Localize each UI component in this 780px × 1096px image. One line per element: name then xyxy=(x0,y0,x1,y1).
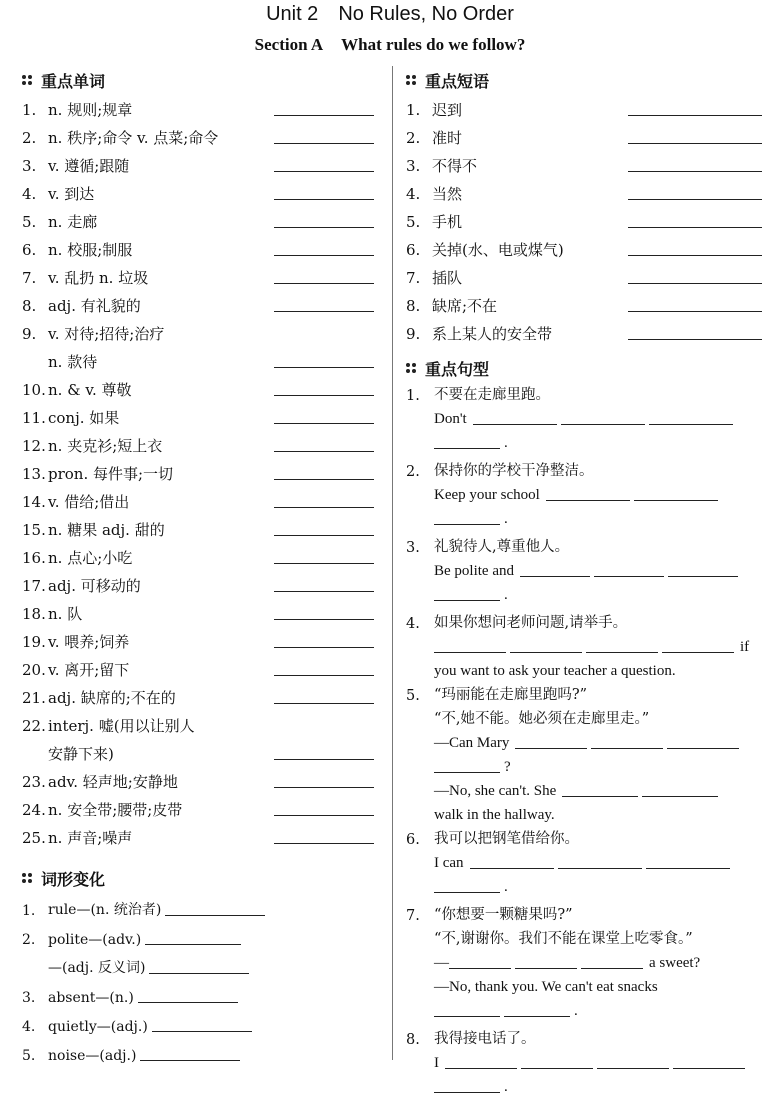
item-number: 3. xyxy=(22,990,36,1006)
answer-blank[interactable] xyxy=(274,405,374,424)
item-text: n. & v. 尊敬 xyxy=(48,381,132,399)
item-number: 16. xyxy=(22,549,46,567)
item-text: 安静下来) xyxy=(48,745,114,763)
item-number: 6. xyxy=(406,241,421,259)
item-text: v. 到达 xyxy=(48,185,95,203)
list-item xyxy=(22,764,374,792)
list-item xyxy=(22,92,374,120)
item-text: 不得不 xyxy=(432,157,478,175)
answer-blank[interactable] xyxy=(668,560,738,577)
item-text: n. 走廊 xyxy=(48,213,98,231)
answer-blank[interactable] xyxy=(662,636,734,653)
item-text: 插队 xyxy=(432,269,463,287)
sentence-7-cn: 7. “你想要一颗糖果吗?” xyxy=(406,907,573,924)
list-item xyxy=(22,1006,374,1035)
item-text: 缺席;不在 xyxy=(432,297,498,315)
answer-blank[interactable] xyxy=(274,573,374,592)
list-item xyxy=(22,288,374,316)
item-text: n. 秩序;命令 v. 点菜;命令 xyxy=(48,129,219,147)
item-text: adj. 有礼貌的 xyxy=(48,297,141,315)
item-text: noise—(adj.) xyxy=(48,1048,137,1064)
answer-blank[interactable] xyxy=(274,601,374,620)
sentence-4-cn: 4. 如果你想问老师问题,请举手。 xyxy=(406,615,628,632)
section-dots-icon xyxy=(406,75,417,86)
vocab-list xyxy=(22,92,374,848)
answer-blank[interactable] xyxy=(274,657,374,676)
item-number: 9. xyxy=(406,325,421,343)
answer-blank[interactable] xyxy=(434,508,500,525)
answer-blank[interactable] xyxy=(274,517,374,536)
answer-blank[interactable] xyxy=(594,560,664,577)
item-number: 4. xyxy=(406,185,421,203)
item-text: v. 离开;留下 xyxy=(48,661,130,679)
item-number: 18. xyxy=(22,605,46,623)
answer-blank[interactable] xyxy=(434,876,500,893)
list-item xyxy=(22,680,374,708)
list-item xyxy=(406,316,762,344)
list-item xyxy=(22,428,374,456)
item-number: 1. xyxy=(22,903,36,919)
answer-blank[interactable] xyxy=(274,265,374,284)
sentence-3-cn: 3. 礼貌待人,尊重他人。 xyxy=(406,539,570,556)
answer-blank[interactable] xyxy=(597,1052,669,1069)
sentence-2-en-cont: . xyxy=(406,504,762,528)
item-text: adj. 缺席的;不在的 xyxy=(48,689,176,707)
item-text: 系上某人的安全带 xyxy=(432,325,553,343)
answer-blank[interactable] xyxy=(634,484,718,501)
list-item xyxy=(22,708,374,736)
answer-blank[interactable] xyxy=(520,560,590,577)
answer-blank[interactable] xyxy=(628,125,762,144)
answer-blank[interactable] xyxy=(274,797,374,816)
right-column xyxy=(406,68,762,1096)
list-item xyxy=(22,316,374,344)
item-number: 4. xyxy=(22,1019,36,1035)
item-text: polite—(adv.) xyxy=(48,932,142,948)
item-number: 2. xyxy=(406,129,421,147)
list-item xyxy=(22,176,374,204)
unit-label: Unit 2 xyxy=(266,3,319,25)
item-number: 24. xyxy=(22,801,46,819)
item-number: 17. xyxy=(22,577,46,595)
item-text: v. 遵循;跟随 xyxy=(48,157,130,175)
answer-blank[interactable] xyxy=(274,433,374,452)
sentence-5-en2: —No, she can't. She xyxy=(406,776,762,800)
list-item xyxy=(406,288,762,316)
answer-blank[interactable] xyxy=(515,732,587,749)
answer-blank[interactable] xyxy=(561,408,645,425)
answer-blank[interactable] xyxy=(274,237,374,256)
item-text: pron. 每件事;一切 xyxy=(48,465,174,483)
answer-blank[interactable] xyxy=(274,741,374,760)
answer-blank[interactable] xyxy=(470,852,554,869)
item-number: 7. xyxy=(406,269,421,287)
list-item xyxy=(22,652,374,680)
item-number: 7. xyxy=(22,269,37,287)
item-text: n. 款待 xyxy=(48,353,98,371)
item-text: n. 安全带;腰带;皮带 xyxy=(48,801,183,819)
phrases-heading-text: 重点短语 xyxy=(425,71,490,91)
sentence-7-en2-cont: . xyxy=(406,996,762,1020)
item-number: 25. xyxy=(22,829,46,847)
sentence-4-en: if xyxy=(406,632,762,656)
answer-blank[interactable] xyxy=(628,153,762,172)
list-item xyxy=(22,736,374,764)
answer-blank[interactable] xyxy=(649,408,733,425)
answer-blank[interactable] xyxy=(628,321,762,340)
list-item xyxy=(406,120,762,148)
answer-blank[interactable] xyxy=(558,852,642,869)
answer-blank[interactable] xyxy=(473,408,557,425)
item-number: 5. xyxy=(406,213,421,231)
list-item xyxy=(22,372,374,400)
answer-blank[interactable] xyxy=(165,899,265,916)
item-number: 11. xyxy=(22,409,46,427)
item-number: 22. xyxy=(22,717,46,735)
sentence-5-en1-cont: ? xyxy=(406,752,762,776)
answer-blank[interactable] xyxy=(628,293,762,312)
list-item xyxy=(406,148,762,176)
answer-blank[interactable] xyxy=(274,293,374,312)
answer-blank[interactable] xyxy=(586,636,658,653)
answer-blank[interactable] xyxy=(274,825,374,844)
page-title xyxy=(0,2,780,26)
left-column xyxy=(22,68,374,1064)
sentence-5-cn: 5. “玛丽能在走廊里跑吗?” xyxy=(406,687,588,704)
sentence-7-en1: — a sweet? xyxy=(406,948,762,972)
sentence-6-en: I can xyxy=(406,848,762,872)
item-text: adj. 可移动的 xyxy=(48,577,141,595)
answer-blank[interactable] xyxy=(642,780,718,797)
item-text: conj. 如果 xyxy=(48,409,120,427)
list-item xyxy=(22,540,374,568)
section-dots-icon xyxy=(22,873,33,884)
item-text: n. 规则;规章 xyxy=(48,101,133,119)
item-number: 23. xyxy=(22,773,46,791)
item-text: n. 校服;制服 xyxy=(48,241,133,259)
item-text: 关掉(水、电或煤气) xyxy=(432,241,564,259)
list-item xyxy=(22,568,374,596)
item-number: 6. xyxy=(22,241,37,259)
item-text: v. 乱扔 n. 垃圾 xyxy=(48,269,149,287)
sentence-5-en3: walk in the hallway. xyxy=(434,807,555,823)
list-item xyxy=(406,204,762,232)
answer-blank[interactable] xyxy=(145,928,241,945)
list-item xyxy=(22,890,374,919)
list-item xyxy=(22,232,374,260)
item-number: 2. xyxy=(22,129,37,147)
phrases-heading xyxy=(406,68,762,92)
item-text: rule—(n. 统治者) xyxy=(48,902,162,918)
answer-blank[interactable] xyxy=(591,732,663,749)
answer-blank[interactable] xyxy=(434,756,500,773)
list-item xyxy=(22,456,374,484)
sentence-8-en: I xyxy=(406,1048,762,1072)
sentences-heading-text: 重点句型 xyxy=(425,359,490,379)
sentence-2-cn: 2. 保持你的学校干净整洁。 xyxy=(406,463,594,480)
item-number: 9. xyxy=(22,325,37,343)
list-item xyxy=(22,596,374,624)
sentence-6-en-cont: . xyxy=(406,872,762,896)
answer-blank[interactable] xyxy=(274,97,374,116)
item-text: v. 对待;招待;治疗 xyxy=(48,325,165,343)
sentence-6-cn: 6. 我可以把钢笔借给你。 xyxy=(406,831,579,848)
item-text: interj. 嘘(用以让别人 xyxy=(48,717,195,735)
section-title xyxy=(0,34,780,56)
section-dots-icon xyxy=(22,75,33,86)
item-text: absent—(n.) xyxy=(48,990,134,1006)
answer-blank[interactable] xyxy=(274,629,374,648)
answer-blank[interactable] xyxy=(274,377,374,396)
item-number: 5. xyxy=(22,213,37,231)
answer-blank[interactable] xyxy=(274,153,374,172)
item-text: n. 点心;小吃 xyxy=(48,549,133,567)
list-item xyxy=(22,948,374,977)
answer-blank[interactable] xyxy=(667,732,739,749)
item-text: n. 声音;噪声 xyxy=(48,829,133,847)
sentence-1-en-cont: . xyxy=(406,428,762,452)
item-text: adv. 轻声地;安静地 xyxy=(48,773,178,791)
answer-blank[interactable] xyxy=(646,852,730,869)
answer-blank[interactable] xyxy=(504,1000,570,1017)
answer-blank[interactable] xyxy=(581,952,643,969)
sentence-3-en: Be polite and xyxy=(406,556,762,580)
list-item xyxy=(22,820,374,848)
vocab-heading xyxy=(22,68,374,92)
answer-blank[interactable] xyxy=(515,952,577,969)
sentence-8-cn: 8. 我得接电话了。 xyxy=(406,1031,536,1048)
answer-blank[interactable] xyxy=(521,1052,593,1069)
list-item xyxy=(406,232,762,260)
item-number: 1. xyxy=(22,101,37,119)
answer-blank[interactable] xyxy=(628,265,762,284)
answer-blank[interactable] xyxy=(274,125,374,144)
sentences-heading xyxy=(406,356,762,380)
answer-blank[interactable] xyxy=(274,349,374,368)
item-number: 10. xyxy=(22,381,46,399)
item-text: quietly—(adj.) xyxy=(48,1019,148,1035)
sentence-4-en-cont: you want to ask your teacher a question. xyxy=(434,663,676,679)
list-item xyxy=(22,624,374,652)
item-number: 15. xyxy=(22,521,46,539)
sentence-5-cn2: “不,她不能。她必须在走廊里走。” xyxy=(434,711,650,727)
item-number: 21. xyxy=(22,689,46,707)
sentence-8-en-cont: . xyxy=(406,1072,762,1096)
section-question: What rules do we follow? xyxy=(341,35,526,54)
list-item xyxy=(22,1035,374,1064)
answer-blank[interactable] xyxy=(149,957,249,974)
item-number: 3. xyxy=(406,157,421,175)
answer-blank[interactable] xyxy=(434,1076,500,1093)
answer-blank[interactable] xyxy=(434,432,500,449)
answer-blank[interactable] xyxy=(434,636,506,653)
answer-blank[interactable] xyxy=(449,952,511,969)
answer-blank[interactable] xyxy=(445,1052,517,1069)
list-item xyxy=(22,400,374,428)
answer-blank[interactable] xyxy=(274,545,374,564)
list-item xyxy=(22,484,374,512)
answer-blank[interactable] xyxy=(434,584,500,601)
answer-blank[interactable] xyxy=(510,636,582,653)
answer-blank[interactable] xyxy=(562,780,638,797)
list-item xyxy=(406,176,762,204)
item-text: 准时 xyxy=(432,129,463,147)
item-text: 当然 xyxy=(432,185,463,203)
unit-title: No Rules, No Order xyxy=(338,3,514,25)
item-text: n. 糖果 adj. 甜的 xyxy=(48,521,165,539)
sentence-2-en: Keep your school xyxy=(406,480,762,504)
phrases-list xyxy=(406,92,762,344)
list-item xyxy=(22,344,374,372)
item-text: 手机 xyxy=(432,213,463,231)
sentence-1-cn: 1. 不要在走廊里跑。 xyxy=(406,387,550,404)
item-number: 12. xyxy=(22,437,46,455)
answer-blank[interactable] xyxy=(140,1044,240,1061)
answer-blank[interactable] xyxy=(274,209,374,228)
answer-blank[interactable] xyxy=(546,484,630,501)
item-number: 1. xyxy=(406,101,421,119)
item-number: 3. xyxy=(22,157,37,175)
item-number: 2. xyxy=(22,932,36,948)
sentence-1-en: Don't xyxy=(406,404,762,428)
item-number: 4. xyxy=(22,185,37,203)
answer-blank[interactable] xyxy=(138,986,238,1003)
list-item xyxy=(406,92,762,120)
section-dots-icon xyxy=(406,363,417,374)
item-text: v. 喂养;饲养 xyxy=(48,633,130,651)
item-number: 8. xyxy=(22,297,37,315)
sentence-7-cn2: “不,谢谢你。我们不能在课堂上吃零食。” xyxy=(434,931,693,947)
answer-blank[interactable] xyxy=(274,685,374,704)
sentence-3-en-cont: . xyxy=(406,580,762,604)
vocab-heading-text: 重点单词 xyxy=(41,71,106,91)
sentence-7-en2: —No, thank you. We can't eat snacks xyxy=(434,979,658,995)
item-number: 8. xyxy=(406,297,421,315)
column-divider xyxy=(392,66,393,1060)
item-number: 5. xyxy=(22,1048,36,1064)
answer-blank[interactable] xyxy=(628,181,762,200)
item-number: 14. xyxy=(22,493,46,511)
answer-blank[interactable] xyxy=(274,489,374,508)
sentences-list xyxy=(406,380,762,1096)
item-text: n. 队 xyxy=(48,605,83,623)
answer-blank[interactable] xyxy=(274,181,374,200)
list-item xyxy=(406,260,762,288)
answer-blank[interactable] xyxy=(628,237,762,256)
item-text: v. 借给;借出 xyxy=(48,493,130,511)
list-item xyxy=(22,792,374,820)
answer-blank[interactable] xyxy=(274,461,374,480)
answer-blank[interactable] xyxy=(274,769,374,788)
item-number: 19. xyxy=(22,633,46,651)
item-number: 20. xyxy=(22,661,46,679)
list-item xyxy=(22,977,374,1006)
item-number: 13. xyxy=(22,465,46,483)
list-item xyxy=(22,512,374,540)
item-text: n. 夹克衫;短上衣 xyxy=(48,437,163,455)
section-label: Section A xyxy=(254,35,324,54)
answer-blank[interactable] xyxy=(434,1000,500,1017)
sentence-5-en1: —Can Mary xyxy=(406,728,762,752)
item-text: 迟到 xyxy=(432,101,463,119)
list-item xyxy=(22,120,374,148)
list-item xyxy=(22,260,374,288)
word-forms-heading-text: 词形变化 xyxy=(41,869,106,889)
word-forms-heading xyxy=(22,866,374,890)
answer-blank[interactable] xyxy=(628,97,762,116)
word-forms-list xyxy=(22,890,374,1064)
list-item xyxy=(22,204,374,232)
answer-blank[interactable] xyxy=(152,1015,252,1032)
item-text: —(adj. 反义词) xyxy=(48,960,146,976)
list-item xyxy=(22,148,374,176)
list-item xyxy=(22,919,374,948)
answer-blank[interactable] xyxy=(673,1052,745,1069)
answer-blank[interactable] xyxy=(628,209,762,228)
